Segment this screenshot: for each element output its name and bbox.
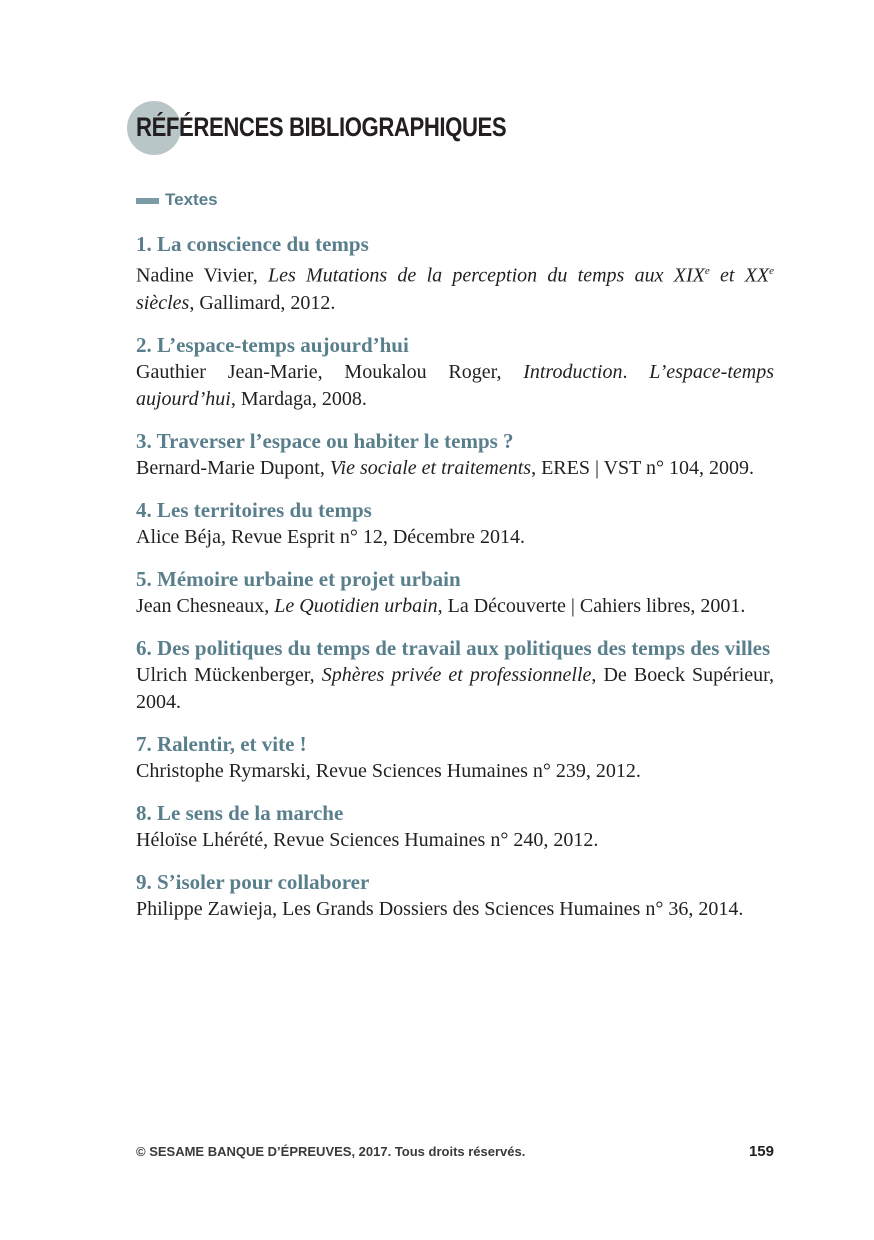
reference-citation xyxy=(136,593,774,620)
page-title: RÉFÉRENCES BIBLIOGRAPHIQUES xyxy=(136,112,507,142)
citation-work: Les Mutations de la perception du temps aux XIX xyxy=(268,264,705,287)
copyright-notice: © SESAME BANQUE D’ÉPREUVES, 2017. Tous droits réservés. xyxy=(136,1144,526,1159)
citation-work: Introduction xyxy=(523,360,623,383)
reference-title: 6. Des politiques du temps de travail aux politiques des temps des villes xyxy=(136,635,771,660)
reference-title: 8. Le sens de la marche xyxy=(136,800,344,825)
citation-work: XX xyxy=(744,264,770,287)
citation-publisher: , Gallimard, 2012. xyxy=(189,291,336,314)
page-number: 159 xyxy=(748,1143,774,1160)
reference-citation xyxy=(136,662,774,716)
reference-citation xyxy=(136,258,774,317)
reference-item xyxy=(136,231,774,317)
reference-citation: Christophe Rymarski, Revue Sciences Humaines n° 239, 2012. xyxy=(136,759,641,782)
reference-item xyxy=(136,566,774,620)
citation-author: Jean Chesneaux, xyxy=(136,594,275,617)
citation-superscript: e xyxy=(769,265,775,277)
citation-author: Bernard-Marie Dupont, xyxy=(136,456,330,479)
reference-title: 2. L’espace-temps aujourd’hui xyxy=(136,332,409,357)
reference-title: 1. La conscience du temps xyxy=(136,232,369,256)
reference-citation xyxy=(136,455,774,482)
section-dash-icon xyxy=(136,198,159,204)
reference-title: 5. Mémoire urbaine et projet urbain xyxy=(136,566,461,591)
reference-item xyxy=(136,869,774,923)
reference-item xyxy=(136,332,774,413)
reference-item xyxy=(136,800,774,854)
reference-title: 7. Ralentir, et vite ! xyxy=(136,731,307,756)
citation-work: L’espace-temps aujourd’hui xyxy=(136,360,774,410)
section-label: Textes xyxy=(165,190,218,209)
reference-item xyxy=(136,635,774,716)
reference-item xyxy=(136,428,774,482)
citation-author: Gauthier Jean-Marie, Moukalou Roger, xyxy=(136,360,524,383)
citation-author: Nadine Vivier, xyxy=(136,264,269,287)
citation-connector: . xyxy=(622,360,650,383)
reference-item xyxy=(136,731,774,785)
reference-citation xyxy=(136,359,774,413)
citation-work: siècles xyxy=(136,291,190,314)
reference-citation: Alice Béja, Revue Esprit n° 12, Décembre 2014. xyxy=(136,525,525,548)
citation-work: Sphères privée et professionnelle xyxy=(321,663,592,686)
reference-title: 4. Les territoires du temps xyxy=(136,497,372,522)
reference-title: 3. Traverser l’espace ou habiter le temps ? xyxy=(136,428,514,453)
citation-superscript: e xyxy=(704,265,710,277)
citation-publisher: , La Découverte | Cahiers libres, 2001. xyxy=(437,594,746,617)
reference-citation: Philippe Zawieja, Les Grands Dossiers des Sciences Humaines n° 36, 2014. xyxy=(136,897,744,920)
citation-author: Ulrich Mückenberger, xyxy=(136,663,322,686)
reference-item xyxy=(136,497,774,551)
citation-publisher: , De Boeck Supérieur, 2004. xyxy=(136,663,774,713)
reference-citation: Héloïse Lhérété, Revue Sciences Humaines n° 240, 2012. xyxy=(136,828,599,851)
section-header xyxy=(136,190,218,210)
page-footer xyxy=(136,1143,774,1160)
citation-work: Le Quotidien urbain xyxy=(274,594,438,617)
reference-title: 9. S’isoler pour collaborer xyxy=(136,869,370,894)
citation-connector: et xyxy=(709,264,745,287)
citation-publisher: , Mardaga, 2008. xyxy=(230,387,367,410)
reference-list xyxy=(136,231,774,938)
citation-publisher: , ERES | VST n° 104, 2009. xyxy=(531,456,755,479)
citation-work: Vie sociale et traitements xyxy=(329,456,532,479)
